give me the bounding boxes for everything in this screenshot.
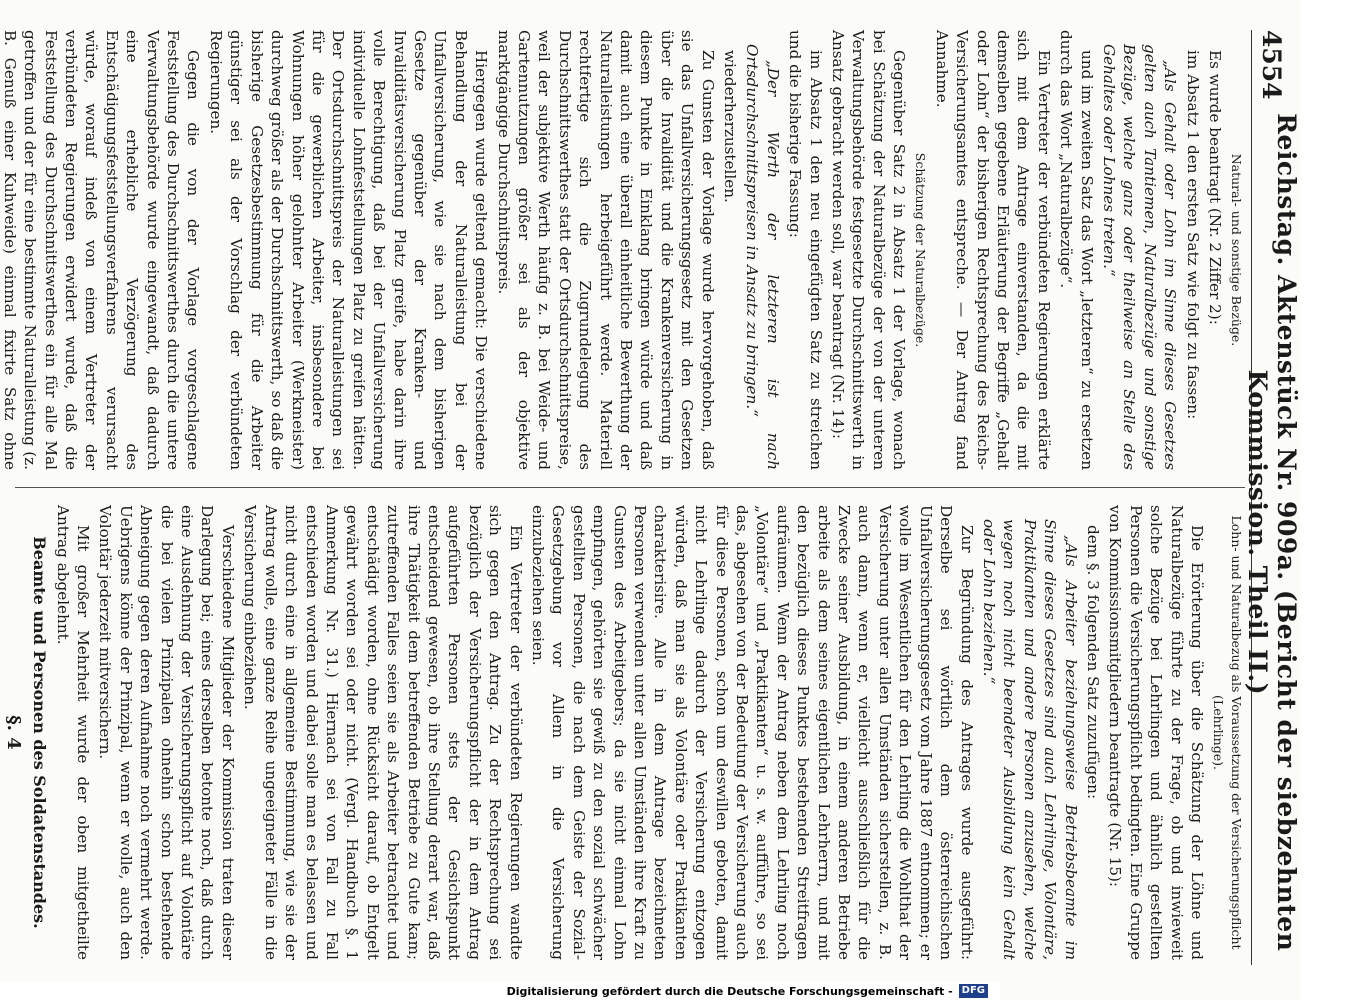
right-column-paragraph: Ein Vertreter der verbündeten Regierungen wandte sich gegen den Antrag. Zu der Rechtsprechung sei bezüglich der Versicherungspflicht der in dem Antrag aufgeführten Personen stets der Gesichtspunkt entscheidend gewesen, ob ihre Stellung derart war, daß ihre Thätigkeit dem betreffenden Betriebe zu Gute kam; zutreffenden Falles seien sie als Arbeiter betrachtet und entschädigt worden, ohne Rücksicht darauf, ob Entgelt gewährt worden sei oder nicht. (Vergl. Handbuch §. 1 Anmerkung Nr. 31.) Hiernach sei von Fall zu Fall entschieden worden und dabei solle man es belassen und nicht durch eine in allgemeine Bestimmung, wie sie der Antrag wolle, eine ganze Reihe ungeeigneter Fälle in die Versicherung einbeziehen.: [241, 505, 525, 960]
page-title: Reichstag. Aktenstück Nr. 909a. (Bericht der siebzehnten Kommission. Theil II.): [1243, 113, 1301, 952]
right-column-paragraph: Beamte und Personen des Soldatenstandes.: [30, 536, 50, 929]
right-column-paragraph: Verschiedene Mitglieder der Kommission traten dieser Darlegung bei; eines derselben betonte noch, daß durch eine Ausdehnung der Versicherungspflicht auf Volontäre die bei vielen Prinzipalen ohnehin schon bestehende Abneigung gegen deren Aufnahme noch vermehrt werde. Uebrigens könne der Prinzipal, wenn er wolle, auch den Volontär jederzeit mitversichern.: [96, 505, 237, 960]
page-header: [1243, 30, 1301, 965]
right-column-paragraph: dem §. 3 folgenden Satz zuzufügen:: [1083, 525, 1102, 800]
left-column-paragraph: Gegenüber Satz 2 in Absatz 1 der Vorlage, wonach bei Schätzung der Naturalbezüge der von der unteren Verwaltungsbehörde festgesetzte Durchschnittswerth in Ansatz gebracht werden soll, war beantragt (Nr. 14):: [829, 30, 909, 470]
right-column-paragraph: Mit großer Mehrheit wurde der oben mitgetheilte Antrag abgelehnt.: [53, 505, 93, 960]
left-column-paragraph: wiederherzustellen.: [721, 50, 740, 203]
right-column-paragraph: Die Erörterung über die Schätzung der Löhne und Naturalbezüge führte zu der Frage, ob und inwieweit solche Bezüge bei Lehrlingen und ähnlich gestellten Personen die Versicherungspflicht bedingten. Eine Gruppe von Kommissionsmitgliedern beantragte (Nr. 15):: [1106, 505, 1206, 960]
left-column: [0, 30, 1245, 470]
left-column-paragraph: Gegen die von der Vorlage vorgeschlagene Feststellung des Durchschnittswerthes durch die untere Verwaltungsbehörde wurde eingewandt, daß dadurch eine erhebliche Verzögerung des Entschädigungsfeststellungsverfahrens verursacht würde, worauf indeß von einem Vertreter der verbündeten Regierungen erwidert wurde, daß die Feststellung des Durchschnittswerthes ein für alle Mal getroffen und der für eine bestimmte Naturalleistung (z. B. Genuß einer Kuhweide) einmal fixirte Satz ohne: [0, 30, 203, 470]
left-column-paragraph: Hiergegen wurde geltend gemacht: Die verschiedene Behandlung der Naturalleistung bei der Unfallversicherung, wie sie nach dem bisherigen Gesetze gegenüber der Kranken- und Invaliditätsversicherung Platz greife, habe darin ihre volle Berechtigung, daß bei der Unfallversicherung individuelle Lohnfeststellungen Platz zu greifen hätten. Der Ortsdurchschnittspreis der Naturalleistungen sei für die gewerblichen Arbeiter, insbesondere bei Wohnungen höher gelohnter Arbeiter (Werkmeister) durchweg größer als der Durchschnittswerth, so daß die bisherige Gesetzesbestimmung für die Arbeiter günstiger sei als der Vorschlag der verbündeten Regierungen.: [206, 30, 491, 470]
right-column: [3, 505, 1245, 960]
right-column-paragraph: Lohn- und Naturalbezug als Voraussetzung der Versicherungspflicht (Lehrlinge).: [1211, 515, 1244, 950]
right-column-paragraph: §. 4: [3, 715, 25, 750]
dfg-logo: DFG: [959, 984, 988, 998]
left-column-paragraph: Ein Vertreter der verbündeten Regierungen erklärte sich mit dem Antrage einverstanden, da die mit demselben gegebene Erläuterung der Begriffe „Gehalt oder Lohn“ der bisherigen Rechtsprechung des Reichs-Versicherungsamtes entspreche. — Der Antrag fand Annahme.: [932, 30, 1053, 470]
left-column-paragraph: „Der Werth der letzteren ist nach Ortsdurchschnittspreisen in Ansatz zu bringen.“: [743, 44, 782, 470]
left-column-paragraph: im Absatz 1 den ersten Satz wie folgt zu fassen:: [1183, 50, 1202, 420]
right-column-paragraph: Zur Begründung des Antrages wurde ausgeführt: Derselbe sei wörtlich dem österreichischen Unfallversicherungsgesetz vom Jahre 1887 entnommen; er wolle im Wesentlichen für den Lehrling die Wohlthat der Versicherung unter allen Umständen sicherstellen, z. B. auch dann, wenn er, vielleicht ausschließlich für die Zwecke seiner Ausbildung, in einem anderen Betriebe arbeite als dem seines eigentlichen Lehrherrn, und mit den bezüglich dieses Punktes bestehenden Streitfragen aufräumen. Wenn der Antrag neben dem Lehrling noch „Volontäre“ und „Praktikanten“ u. s. w. aufführe, so sei das, abgesehen von der Bedeutung der Versicherung auch für diese Personen, schon um deswillen geboten, damit nicht Lehrlinge dadurch der Versicherung entzogen würden, daß man sie als Volontäre oder Praktikanten charakterisire. Alle in dem Antrage bezeichneten Personen verwenden unter allen Umständen ihre Kraft zu Gunsten des Arbeitgebers; da sie nicht einmal Lohn empfingen, gehörten sie gewiß zu den sozial schwächer gestellten Personen, die nach dem Geiste der Sozial-Gesetzgebung vor Allem in die Versicherung einzubeziehen seien.: [529, 505, 976, 960]
left-column-paragraph: Es wurde beantragt (Nr. 2 Ziffer 2):: [1206, 50, 1224, 325]
left-column-paragraph: Zu Gunsten der Vorlage wurde hervorgehoben, daß sie das Unfallversicherungsgesetz mit den Gesetzen über die Invalidität und die Krankenversicherung in diesem Punkte in Einklang bringen würde und daß damit auch eine überall einheitliche Bewerthung der Naturalleistungen herbeigeführt werde. Materiell rechtfertige sich die Zugrundelegung des Durchschnittswerthes statt der Ortsdurchschnittspreise, weil der subjektive Werth häufig z. B. bei Weide- und Gartennutzungen größer sei als der objektive marktgängige Durchschnittspreis.: [494, 30, 717, 470]
column-divider: [15, 487, 1245, 488]
digitization-credit: [0, 982, 1000, 1000]
left-column-paragraph: und im zweiten Satz das Wort „letzteren“ zu ersetzen durch das Wort „Naturalbezüge“.: [1057, 30, 1096, 470]
right-column-paragraph: „Als Arbeiter beziehungsweise Betriebsbeamte im Sinne dieses Gesetzes sind auch Lehrlinge, Volontäre, Praktikanten und andere Personen anzusehen, welche wegen noch nicht beendeter Ausbildung kein Gehalt oder Lohn beziehen.“: [979, 519, 1080, 960]
page-number: 4554: [1257, 30, 1287, 100]
left-column-paragraph: im Absatz 1 den neu eingefügten Satz zu streichen und die bisherige Fassung:: [786, 30, 825, 470]
left-column-paragraph: Schätzung der Naturalbezüge.: [913, 152, 929, 348]
left-column-paragraph: „Als Gehalt oder Lohn im Sinne dieses Gesetzes gelten auch Tantiemen, Naturalbezüge und sonstige Bezüge, welche ganz oder theilweise an Stelle des Gehaltes oder Lohnes treten.“: [1099, 44, 1180, 470]
credit-text: Digitalisierung gefördert durch die Deutsche Forschungsgemeinschaft -: [506, 984, 953, 998]
left-column-paragraph: Natural- und sonstige Bezüge.: [1229, 153, 1244, 347]
